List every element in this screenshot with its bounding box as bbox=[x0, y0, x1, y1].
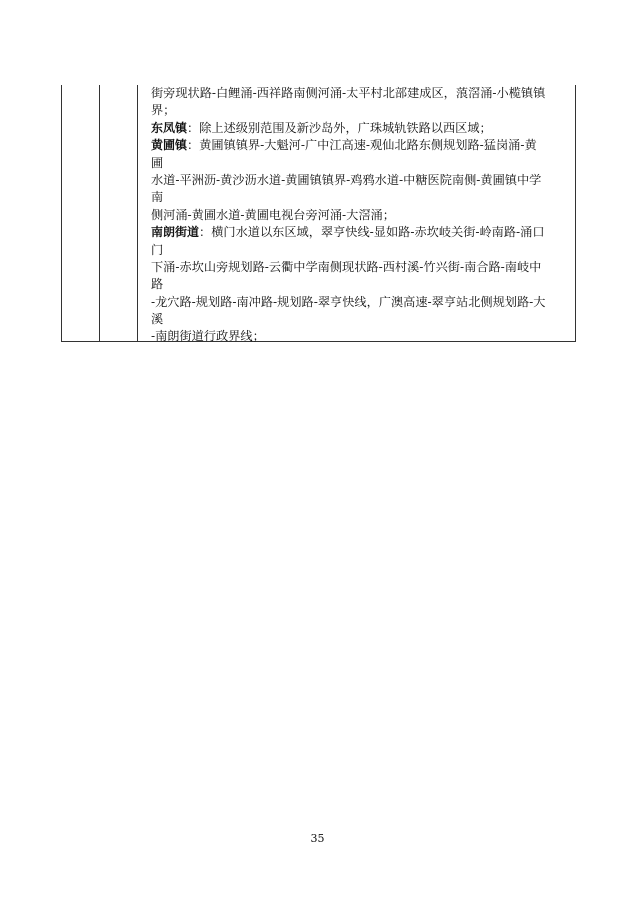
text-line bbox=[151, 207, 571, 224]
zoning-table bbox=[61, 85, 576, 342]
town-label: 南朗街道 bbox=[151, 225, 200, 240]
line-text: 界； bbox=[151, 103, 176, 118]
text-line bbox=[151, 276, 571, 293]
text-line bbox=[151, 294, 571, 311]
line-text: ：横门水道以东区域，翠亨快线-显如路-赤坎岐关街-岭南路-涌口 bbox=[199, 225, 545, 240]
town-label: 黄圃镇 bbox=[151, 138, 188, 153]
town-label: 东凤镇 bbox=[151, 120, 188, 135]
line-text: -龙穴路-规划路-南冲路-规划路-翠亨快线，广澳高速-翠亨站北侧规划路-大 bbox=[151, 294, 546, 309]
line-text: ：黄圃镇镇界-大魁河-广中江高速-观仙北路东侧规划路-猛岗涌-黄 bbox=[187, 138, 537, 153]
line-text: 水道-平洲沥-黄沙沥水道-黄圃镇镇界-鸡鸦水道-中糖医院南侧-黄圃镇中学 bbox=[151, 172, 542, 187]
text-line bbox=[151, 189, 571, 206]
text-line bbox=[151, 328, 571, 345]
text-line bbox=[151, 311, 571, 328]
text-line bbox=[151, 102, 571, 119]
line-text: 溪 bbox=[151, 312, 164, 327]
column-divider bbox=[99, 85, 100, 341]
text-line bbox=[151, 224, 571, 241]
text-line bbox=[151, 120, 571, 137]
line-text: 侧河涌-黄圃水道-黄圃电视台旁河涌-大滘涌； bbox=[151, 207, 395, 222]
line-text: 南 bbox=[151, 190, 164, 205]
line-text: ：除上述级别范围及新沙岛外，广珠城轨铁路以西区域； bbox=[187, 120, 492, 135]
text-line bbox=[151, 155, 571, 172]
line-text: 下涌-赤坎山旁规划路-云衢中学南侧现状路-西村溪-竹兴街-南合路-南岐中 bbox=[151, 259, 542, 274]
line-text: 街旁现状路-白鲤涌-西祥路南侧河涌-太平村北部建成区，蒗滘涌-小榄镇镇 bbox=[151, 86, 546, 100]
text-line bbox=[151, 137, 571, 154]
text-line bbox=[151, 85, 571, 102]
line-text: 路 bbox=[151, 277, 164, 292]
line-text: -南朗街道行政界线； bbox=[151, 329, 265, 344]
text-line bbox=[151, 172, 571, 189]
line-text: 圃 bbox=[151, 155, 164, 170]
area-description-cell bbox=[151, 85, 571, 346]
line-text: 门 bbox=[151, 242, 164, 257]
page-number: 35 bbox=[310, 832, 325, 845]
column-divider bbox=[137, 85, 138, 341]
text-line bbox=[151, 259, 571, 276]
text-line bbox=[151, 242, 571, 259]
